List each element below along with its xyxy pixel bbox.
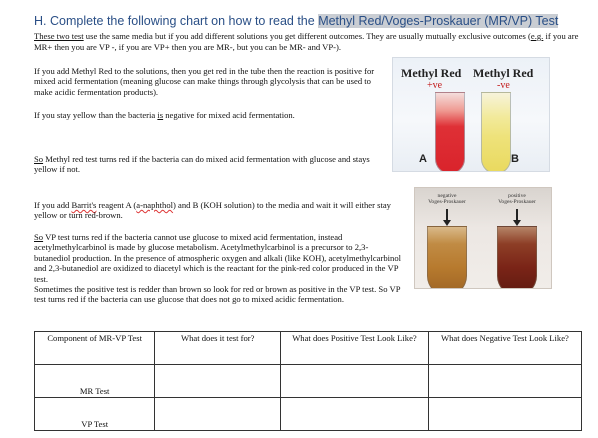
intro-paragraph [34,31,582,52]
vp-label-positive: positive Voges-Proskauer [498,193,536,206]
mr-letter-right: B [511,153,519,165]
vp-para1-c: ) and B (KOH solution) to the media and wait it will either stay yellow or turn red-brown. [34,200,391,221]
vp-paragraph-1 [34,200,404,221]
vp-para2-rest: VP test turns red if the bacteria cannot use glucose to mixed acid fermentation, instead acetylmethylcarbinol is made by glucose metabolism. Acetylmethylcarbinol is a precursor to 2,3-butanediol production. In the presence of atmospheric oxygen and alkali (like KOH), acetylmethylcarbinol and 2,3-butanediol are oxidized to diacetyl which is the reactant for the pink-red color produced in the VP test. [34,232,402,284]
table-cell-input[interactable] [281,365,429,398]
mr-para2-is: is [157,110,164,120]
vp-positive-tube [497,226,537,289]
mr-paragraph-2 [34,110,380,120]
table-cell-vp-label: VP Test [35,398,155,431]
intro-eg: e.g. [530,31,544,41]
methyl-red-image [392,57,550,172]
table-cell-input[interactable] [155,365,281,398]
table-header-cell: What does Positive Test Look Like? [281,332,429,365]
vp-para1-barritt: Barrit's [71,200,97,210]
mr-vp-chart-table [34,331,582,431]
table-row [35,365,582,398]
vp-para1-naphthol: a-naphthol [136,200,174,210]
mr-title-right: Methyl Red [473,66,534,80]
mr-para2-b: negative for mixed acid fermentation. [163,110,295,120]
mr-title-left: Methyl Red [401,66,462,80]
table-row [35,398,582,431]
table-header-cell: What does it test for? [155,332,281,365]
table-cell-input[interactable] [428,398,581,431]
heading-prefix: H. Complete the following chart on how to read the [34,14,319,28]
heading-highlight: Methyl Red/Voges-Proskauer (MR/VP) Test [318,14,559,28]
table-cell-input[interactable] [428,365,581,398]
mr-sign-left: +ve [427,80,443,91]
mr-negative-tube [481,92,511,172]
table-header-cell: Component of MR-VP Test [35,332,155,365]
vp-para2-so: So [34,232,44,242]
table-cell-input[interactable] [155,398,281,431]
vp-label-negative: negative Voges-Proskauer [428,193,466,206]
mr-positive-tube [435,92,465,172]
mr-para2-a: If you stay yellow than the bacteria [34,110,158,120]
vp-paragraph-2 [34,232,404,284]
table-cell-input[interactable] [281,398,429,431]
intro-text1: use the same media but if you add different solutions you get different outcomes. They are usually mutually exclusive outcomes ( [83,31,531,41]
mr-letter-left: A [419,153,427,165]
page-heading [34,14,559,28]
mr-sign-right: -ve [497,80,510,91]
intro-text2: if you are MR+ then you are VP -, if you are VP+ then you are MR-, but you can be MR- and VP-). [34,31,579,52]
vp-para1-b: reagent A ( [96,200,137,210]
mr-paragraph-1: If you add Methyl Red to the solutions, then you get red in the tube then the reaction is positive for mixed acid fermentation (meaning glucose can make things through glycolysis that can be used to make acidic fermentation products). [34,66,375,97]
intro-underlined: These two test [34,31,84,41]
vp-negative-tube [427,226,467,289]
vp-paragraph-3: Sometimes the positive test is redder than brown so look for red or brown as positive in the VP test. So VP test turns red if the bacteria can use glucose that does not go to mixed acidic fermentation. [34,284,401,305]
voges-proskauer-image [414,187,552,289]
mr-para3-so: So [34,154,44,164]
table-cell-mr-label: MR Test [35,365,155,398]
table-header-cell: What does Negative Test Look Like? [428,332,581,365]
vp-para1-a: If you add [34,200,72,210]
mr-paragraph-3 [34,154,380,175]
table-header-row [35,332,582,365]
mr-para3-rest: Methyl red test turns red if the bacteria can do mixed acid fermentation with glucose and stays yellow if not. [34,154,370,175]
